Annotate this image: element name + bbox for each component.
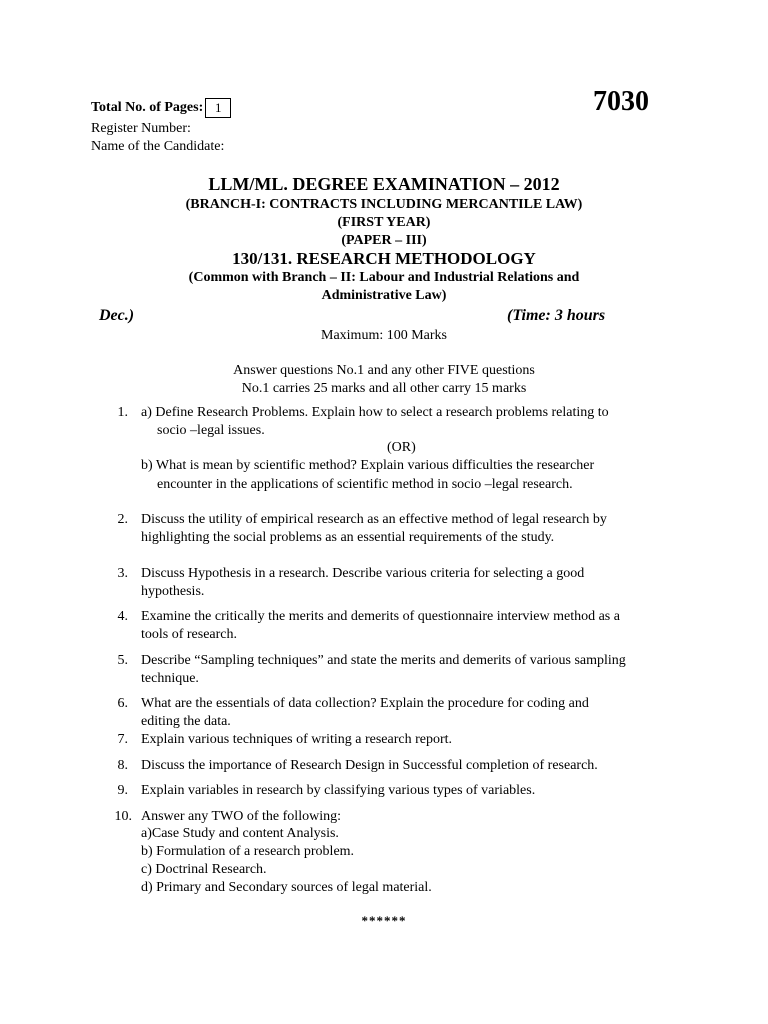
paper-title: (PAPER – III) [341, 233, 427, 248]
sub-question: a)Case Study and content Analysis. [141, 826, 339, 841]
exam-title: LLM/ML. DEGREE EXAMINATION – 2012 [208, 174, 560, 194]
question-text: b) What is mean by scientific method? Explain various difficulties the researcher [141, 458, 595, 473]
candidate-name-label: Name of the Candidate: [91, 139, 225, 154]
question-number: 7. [117, 732, 128, 747]
question-text: socio –legal issues. [157, 423, 265, 438]
question-text: Discuss Hypothesis in a research. Describe various criteria for selecting a good [141, 566, 585, 581]
question-text: Discuss the utility of empirical research as an effective method of legal research by [141, 512, 607, 527]
question-text: hypothesis. [141, 584, 205, 599]
end-marker: ****** [361, 913, 407, 928]
total-pages-label: Total No. of Pages: [91, 100, 204, 116]
question-text: Answer any TWO of the following: [141, 809, 341, 824]
max-marks: Maximum: 100 Marks [321, 328, 447, 343]
question-number: 3. [117, 566, 128, 581]
sub-question: c) Doctrinal Research. [141, 862, 267, 877]
instruction-line2: No.1 carries 25 marks and all other carry 15 marks [241, 381, 527, 396]
question-text: editing the data. [141, 714, 231, 729]
paper-code: 7030 [593, 86, 649, 117]
sub-question: b) Formulation of a research problem. [141, 844, 355, 859]
question-number: 10. [114, 809, 132, 824]
question-text: Examine the critically the merits and demerits of questionnaire interview method as a [141, 609, 620, 624]
common-branch-line2: Administrative Law) [321, 288, 447, 303]
total-pages-row [91, 98, 231, 118]
question-number: 4. [117, 609, 128, 624]
exam-time: (Time: 3 hours [507, 307, 606, 324]
exam-month [99, 307, 134, 325]
question-text: Describe “Sampling techniques” and state the merits and demerits of various sampling [141, 653, 626, 668]
common-branch-line1: (Common with Branch – II: Labour and Industrial Relations and [188, 270, 580, 285]
question-text: tools of research. [141, 627, 238, 642]
question-text: technique. [141, 671, 199, 686]
question-text: Explain various techniques of writing a research report. [141, 732, 453, 747]
total-pages-value: 1 [205, 98, 231, 118]
sub-question: d) Primary and Secondary sources of legal material. [141, 880, 432, 895]
subject-title: 130/131. RESEARCH METHODOLOGY [232, 249, 536, 268]
or-separator: (OR) [387, 440, 416, 455]
question-number: 1. [117, 405, 128, 420]
branch-title: (BRANCH-I: CONTRACTS INCLUDING MERCANTILE LAW) [185, 197, 583, 212]
exam-month-text: Dec.) [99, 307, 135, 324]
question-number: 8. [117, 758, 128, 773]
question-text: a) Define Research Problems. Explain how to select a research problems relating to [141, 405, 609, 420]
question-number: 5. [117, 653, 128, 668]
question-text: Discuss the importance of Research Design in Successful completion of research. [141, 758, 598, 773]
question-text: Explain variables in research by classifying various types of variables. [141, 783, 536, 798]
register-number-label: Register Number: [91, 121, 191, 136]
question-number: 2. [117, 512, 128, 527]
question-number: 9. [117, 783, 128, 798]
year-title: (FIRST YEAR) [337, 215, 431, 230]
question-text: encounter in the applications of scientific method in socio –legal research. [157, 477, 573, 492]
instruction-line1: Answer questions No.1 and any other FIVE questions [233, 363, 535, 378]
question-number: 6. [117, 696, 128, 711]
question-text: What are the essentials of data collection? Explain the procedure for coding and [141, 696, 589, 711]
question-text: highlighting the social problems as an essential requirements of the study. [141, 530, 555, 545]
